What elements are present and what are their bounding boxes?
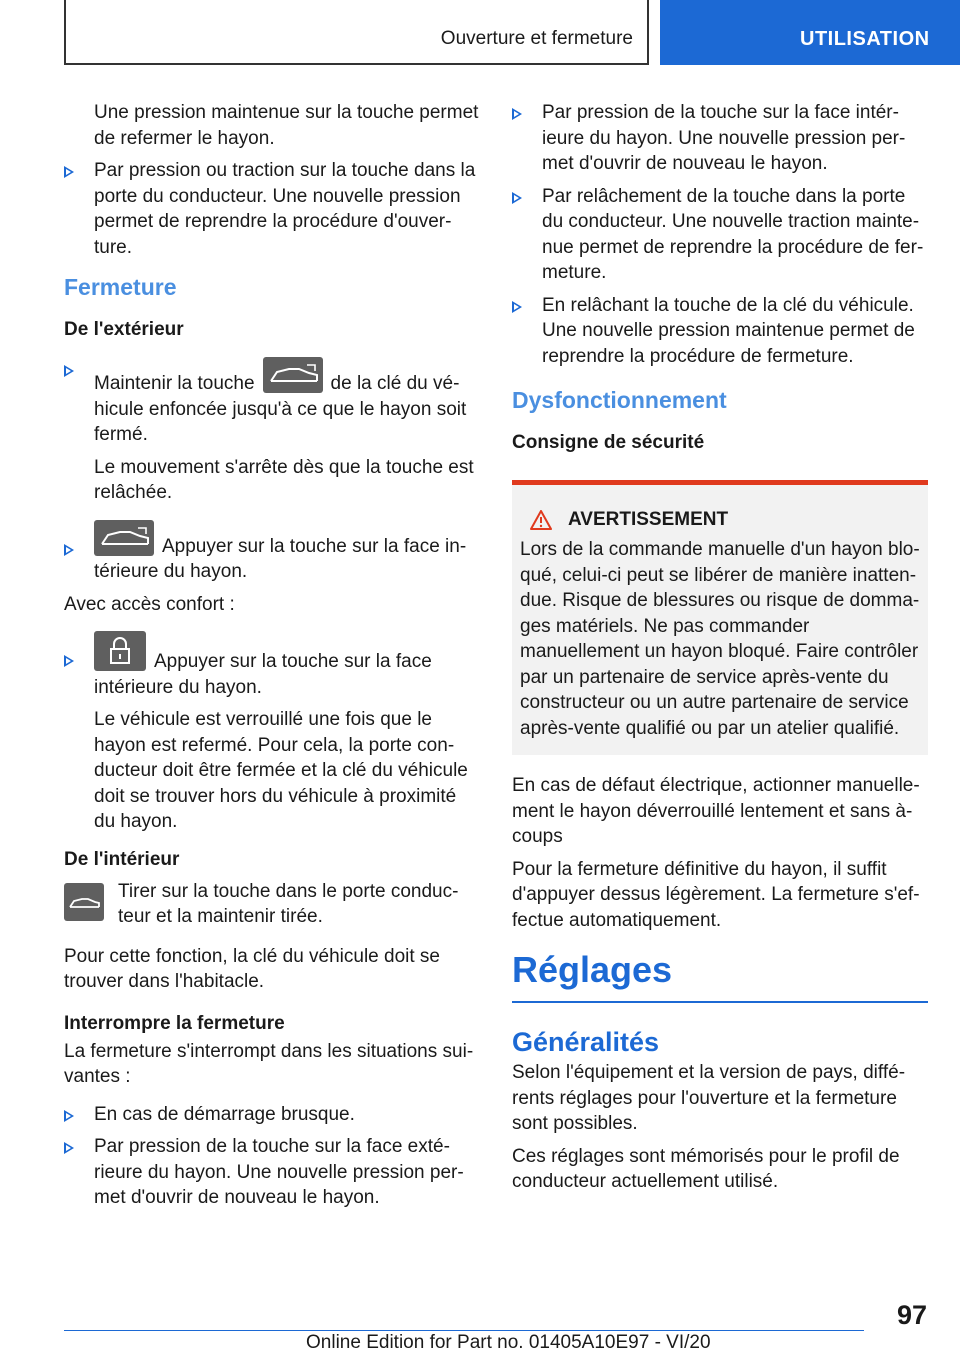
paragraph: La fermeture s'interrompt dans les situations suivantes : — [64, 1040, 474, 1087]
paragraph: Tirer sur la touche dans le porte conducteur et la maintenir tirée. — [118, 880, 459, 927]
page-number: 97 — [897, 1300, 928, 1330]
right-column — [512, 100, 928, 1202]
heading-dysfonctionnement: Dysfonctionnement — [512, 387, 727, 413]
interieur-row — [64, 879, 479, 930]
header-section-box — [64, 0, 649, 65]
paragraph: En cas de défaut électrique, actionner manuellement le hayon déverrouillé lentement et sans à-coups — [512, 775, 920, 847]
paragraph: Le mouvement s'arrête dès que la touche est relâchée. — [94, 456, 474, 503]
bullet-triangle-icon — [512, 301, 522, 313]
list-item — [512, 184, 928, 286]
warning-title: AVERTISSEMENT — [568, 509, 729, 530]
bullet-triangle-icon — [64, 655, 74, 667]
list-item-text: Par pression de la touche sur la face extérieure du hayon. Une nouvelle pression permet d'ouvrir de nouveau le hayon. — [94, 1136, 464, 1208]
header-chapter-title: UTILISATION — [800, 28, 930, 50]
list-item — [64, 520, 479, 585]
bullet-triangle-icon — [64, 1110, 74, 1122]
list-item-text: Appuyer sur la touche sur la face intérieure du hayon. — [94, 535, 467, 582]
list-item — [64, 357, 479, 448]
heading-interieur: De l'intérieur — [64, 848, 180, 870]
door-tailgate-button-icon — [64, 883, 104, 921]
bullet-triangle-icon — [64, 166, 74, 178]
paragraph: Ces réglages sont mémorisés pour le profil de conducteur actuellement utilisé. — [512, 1145, 900, 1192]
list-item — [512, 293, 928, 370]
footer-edition: Online Edition for Part no. 01405A10E97 - VI/20 — [306, 1332, 711, 1353]
list-item — [64, 1102, 479, 1128]
list-item-text: Par pression de la touche sur la face intérieure du hayon. Une nouvelle pression permet d'ouvrir de nouveau le hayon. — [542, 102, 906, 174]
list-item — [512, 100, 928, 177]
heading-consigne: Consigne de sécurité — [512, 432, 705, 453]
paragraph: Pour cette fonction, la clé du véhicule doit se trouver dans l'habitacle. — [64, 945, 441, 992]
footer-rule — [64, 1330, 864, 1331]
list-item — [64, 158, 479, 260]
lock-icon — [94, 631, 146, 671]
heading-fermeture: Fermeture — [64, 274, 177, 300]
paragraph: Une pression maintenue sur la touche permet de refermer le hayon. — [94, 102, 479, 149]
left-column — [64, 100, 479, 1218]
heading-generalites: Généralités — [512, 1027, 660, 1057]
car-tailgate-key-icon — [263, 357, 323, 393]
header-chapter-box — [660, 0, 960, 65]
list-item-text: Par relâchement de la touche dans la porte du conducteur. Une nouvelle traction maintenue permet de reprendre la procédure de fermeture. — [542, 185, 924, 283]
list-item-text: Appuyer sur la touche sur la face intérieure du hayon. — [94, 651, 432, 698]
header-section-title: Ouverture et fermeture — [440, 28, 633, 49]
list-item — [64, 631, 479, 700]
list-item-text: En relâchant la touche de la clé du véhicule. Une nouvelle pression maintenue permet de reprendre la procédure de fermeture. — [542, 294, 915, 367]
list-item — [64, 1134, 479, 1211]
warning-triangle-icon — [530, 510, 552, 530]
list-item-text: Par pression ou traction sur la touche dans la porte du conducteur. Une nouvelle pression permet de reprendre la procédure d'ouverture. — [94, 160, 476, 258]
warning-body: Lors de la commande manuelle d'un hayon bloqué, celui-ci peut se libérer de manière inattendue. Risque de blessures ou risque de dommages matériels. Ne pas commander manuellement un hayon bloqué. Faire contrôler par un partenaire de service après-vente du constructeur ou un autre partenaire de service après-vente qualifié ou par un atelier qualifié. — [520, 539, 920, 739]
tailgate-button-icon — [94, 520, 154, 556]
paragraph: Pour la fermeture définitive du hayon, il suffit d'appuyer dessus légèrement. La fermeture s'effectue automatiquement. — [512, 858, 920, 931]
list-item-text: En cas de démarrage brusque. — [94, 1103, 355, 1125]
heading-reglages: Réglages — [512, 949, 928, 1003]
bullet-triangle-icon — [512, 192, 522, 204]
paragraph: Le véhicule est verrouillé une fois que le hayon est refermé. Pour cela, la porte conducteur doit être fermée et la clé du véhicule doit se trouver hors du véhicule à proximité du hayon. — [94, 709, 468, 832]
bullet-triangle-icon — [64, 365, 74, 377]
list-item-text: de la clé du véhicule enfoncée jusqu'à ce que le hayon soit fermé. — [94, 373, 467, 445]
list-item-text: Maintenir la touche — [94, 373, 255, 394]
heading-interrompre: Interrompre la fermeture — [64, 1012, 285, 1034]
bullet-triangle-icon — [512, 108, 522, 120]
warning-header — [520, 509, 920, 531]
warning-box — [512, 480, 928, 755]
bullet-triangle-icon — [64, 1142, 74, 1154]
paragraph: Avec accès confort : — [64, 593, 235, 615]
paragraph: Selon l'équipement et la version de pays, différents réglages pour l'ouverture et la fermeture sont possibles. — [512, 1062, 906, 1134]
heading-exterieur: De l'extérieur — [64, 319, 184, 340]
bullet-triangle-icon — [64, 544, 74, 556]
